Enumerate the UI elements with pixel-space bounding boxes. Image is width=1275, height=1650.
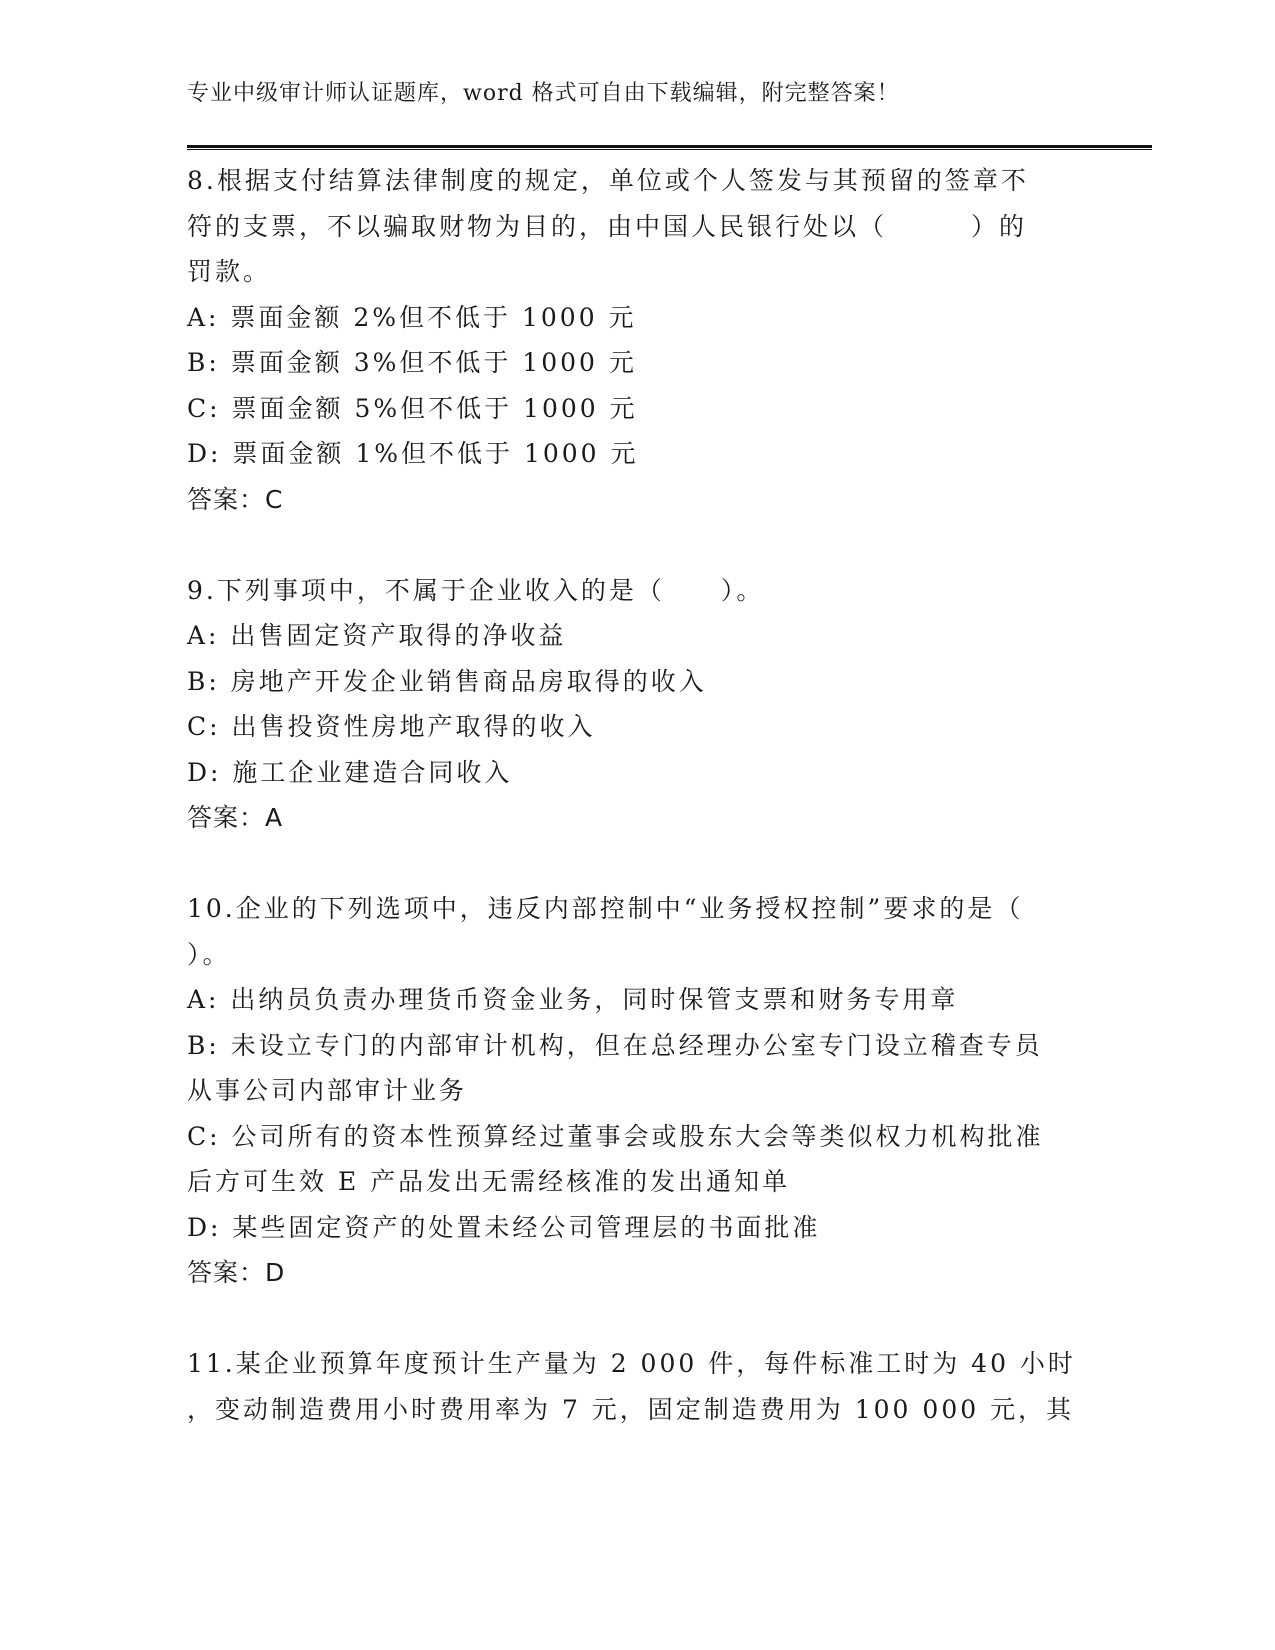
spacer xyxy=(187,522,1087,568)
option-c: C: 公司所有的资本性预算经过董事会或股东大会等类似权力机构批准 xyxy=(187,1121,1044,1151)
question-10 xyxy=(187,886,1087,1296)
option-a: A: 出纳员负责办理货币资金业务，同时保管支票和财务专用章 xyxy=(187,985,959,1014)
answer-label: 答案：C xyxy=(187,484,284,514)
page-header: 专业中级审计师认证题库，word 格式可自由下载编辑，附完整答案！ xyxy=(187,81,900,106)
option-a: A: 出售固定资产取得的净收益 xyxy=(187,621,567,650)
question-8 xyxy=(187,158,1087,522)
question-stem-line: 罚款。 xyxy=(187,257,272,286)
question-list xyxy=(187,158,1087,1432)
answer-label: 答案：D xyxy=(187,1258,286,1287)
spacer xyxy=(187,841,1087,887)
option-c: C: 出售投资性房地产取得的收入 xyxy=(187,712,596,741)
option-c-continued: 后方可生效 E 产品发出无需经核准的发出通知单 xyxy=(187,1167,791,1196)
question-stem-line: 10.企业的下列选项中，违反内部控制中“业务授权控制”要求的是（ xyxy=(187,894,1024,923)
option-a: A: 票面金额 2%但不低于 1000 元 xyxy=(187,302,637,332)
option-b: B: 未设立专门的内部审计机构，但在总经理办公室专门设立稽查专员 xyxy=(187,1030,1043,1060)
option-c: C: 票面金额 5%但不低于 1000 元 xyxy=(187,393,638,423)
question-stem-line: 11.某企业预算年度预计生产量为 2 000 件，每件标准工时为 40 小时 xyxy=(187,1349,1076,1378)
option-d: D: 某些固定资产的处置未经公司管理层的书面批准 xyxy=(187,1212,821,1242)
option-d: D: 票面金额 1%但不低于 1000 元 xyxy=(187,439,639,468)
question-11 xyxy=(187,1341,1087,1432)
option-d: D: 施工企业建造合同收入 xyxy=(187,757,513,787)
question-stem-line: 8.根据支付结算法律制度的规定，单位或个人签发与其预留的签章不 xyxy=(187,166,1029,195)
question-9 xyxy=(187,568,1087,841)
header-divider xyxy=(187,145,1152,150)
answer-label: 答案：A xyxy=(187,803,284,832)
question-stem-line: ，变动制造费用小时费用率为 7 元，固定制造费用为 100 000 元，其 xyxy=(187,1394,1075,1424)
question-stem-line: 符的支票，不以骗取财物为目的，由中国人民银行处以（ ）的 xyxy=(187,211,1028,241)
question-stem-line: ）。 xyxy=(187,939,231,969)
option-b: B: 票面金额 3%但不低于 1000 元 xyxy=(187,348,637,377)
option-b: B: 房地产开发企业销售商品房取得的收入 xyxy=(187,666,707,696)
question-stem-line: 9.下列事项中，不属于企业收入的是（ ）。 xyxy=(187,575,765,605)
spacer xyxy=(187,1296,1087,1342)
option-b-continued: 从事公司内部审计业务 xyxy=(187,1076,468,1105)
